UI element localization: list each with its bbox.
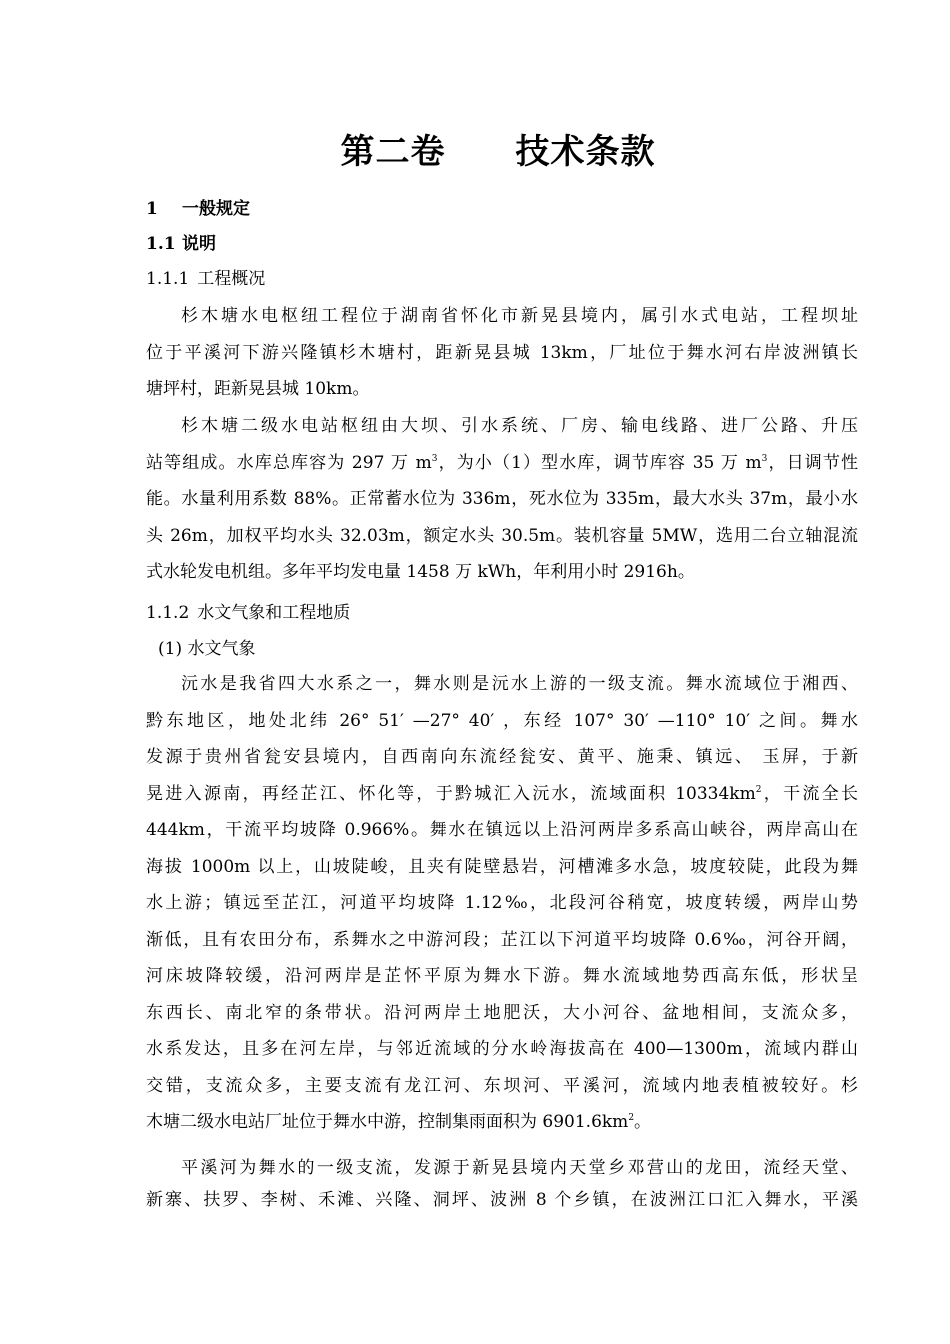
section-number: 1.1 — [146, 234, 176, 254]
paragraph-line: 能。水量利用系数 88%。正常蓄水位为 336m，死水位为 335m，最大水头 37m，最小水 — [146, 489, 858, 509]
paragraph-line: 水系发达，且多在河左岸，与邻近流域的分水岭海拔高在 400—1300m，流域内群山 — [146, 1039, 858, 1059]
superscript: 2 — [755, 784, 762, 795]
text-run: ，干流全长 — [761, 783, 859, 804]
superscript: 3 — [431, 453, 438, 464]
superscript: 2 — [628, 1113, 635, 1123]
paragraph-line: 水上游；镇远至芷江，河道平均坡降 1.12‰，北段河谷稍宽，坡度转缓，两岸山势 — [146, 893, 858, 913]
section-heading-1-1-1 — [146, 266, 265, 292]
text-run: ，日调节性 — [767, 452, 859, 473]
section-heading-1-1-2 — [146, 600, 350, 626]
text-run: 晃进入源南，再经芷江、怀化等，于黔城汇入沅水，流域面积 10334km — [146, 783, 756, 804]
paragraph-line: 杉木塘二级水电站枢纽由大坝、引水系统、厂房、输电线路、进厂公路、升压 — [181, 416, 858, 436]
text-run: 木塘二级水电站厂址位于舞水中游，控制集雨面积为 6901.6km — [146, 1112, 629, 1132]
paragraph-line: 平溪河为舞水的一级支流，发源于新晃县境内天堂乡邓营山的龙田，流经天堂、 — [181, 1158, 858, 1178]
section-number: 1 — [146, 199, 158, 219]
superscript: 3 — [761, 453, 768, 464]
paragraph-line: 河床坡降较缓，沿河两岸是芷怀平原为舞水下游。舞水流域地势西高东低，形状呈 — [146, 966, 858, 986]
paragraph-line: 交错，支流众多，主要支流有龙江河、东坝河、平溪河，流域内地表植被较好。杉 — [146, 1075, 858, 1096]
paragraph-line: 塘坪村，距新晃县城 10km。 — [146, 379, 370, 399]
paragraph-line: 位于平溪河下游兴隆镇杉木塘村，距新晃县城 13km，厂址位于舞水河右岸波洲镇长 — [146, 342, 858, 363]
section-number: 1.1.1 — [146, 269, 190, 289]
paragraph-line: 海拔 1000m 以上，山坡陡峻，且夹有陡壁悬岩，河槽滩多水急，坡度较陡，此段为舞 — [146, 856, 858, 877]
paragraph-line: 沅水是我省四大水系之一，舞水则是沅水上游的一级支流。舞水流域位于湘西、 — [181, 674, 858, 694]
text-run: 。 — [634, 1112, 652, 1132]
paragraph-overview — [146, 298, 858, 408]
paragraph-line: 黔东地区，地处北纬 26° 51′ —27° 40′ ，东经 107° 30′ —110° 10′ 之间。舞水 — [146, 710, 858, 731]
paragraph-line: 式水轮发电机组。多年平均发电量 1458 万 kWh，年利用小时 2916h。 — [146, 562, 695, 582]
section-heading-1-1 — [146, 231, 216, 257]
section-label: 工程概况 — [197, 269, 266, 289]
paragraph-line — [146, 776, 858, 813]
paragraph-line: 新寨、扶罗、李树、禾滩、兴隆、洞坪、波洲 8 个乡镇，在波洲江口汇入舞水，平溪 — [146, 1189, 858, 1210]
section-heading-1 — [146, 196, 250, 222]
paragraph-line: 444km，干流平均坡降 0.966%。舞水在镇远以上沿河两岸多系高山峡谷，两岸高山在 — [146, 820, 858, 840]
paragraph-line — [146, 1104, 858, 1141]
paragraph-line: 渐低，且有农田分布，系舞水之中游河段；芷江以下河道平均坡降 0.6‰，河谷开阔， — [146, 929, 858, 950]
paragraph-line: 发源于贵州省瓮安县境内，自西南向东流经瓮安、黄平、施秉、镇远、 玉屏，于新 — [146, 747, 858, 767]
text-run: 站等组成。水库总库容为 297 万 m — [146, 452, 432, 473]
section-label: 一般规定 — [182, 199, 250, 219]
text-run: ，为小（1）型水库，调节库容 35 万 m — [437, 452, 762, 473]
paragraph-line — [146, 445, 858, 482]
paragraph-hydrology — [146, 666, 858, 1141]
subsection-heading: (1) 水文气象 — [158, 639, 256, 659]
section-number: 1.1.2 — [146, 603, 190, 623]
section-label: 说明 — [182, 234, 216, 254]
section-label: 水文气象和工程地质 — [197, 603, 351, 623]
page-title: 第二卷 技术条款 — [340, 132, 656, 172]
paragraph-line: 东西长、南北窄的条带状。沿河两岸土地肥沃，大小河谷、盆地相间，支流众多， — [146, 1002, 858, 1023]
paragraph-pingxi-river — [146, 1150, 858, 1218]
paragraph-line: 头 26m，加权平均水头 32.03m，额定水头 30.5m。装机容量 5MW，选用二台立轴混流 — [146, 525, 858, 546]
paragraph-line: 杉木塘水电枢纽工程位于湖南省怀化市新晃县境内，属引水式电站，工程坝址 — [181, 306, 858, 326]
paragraph-hub-composition — [146, 408, 858, 591]
